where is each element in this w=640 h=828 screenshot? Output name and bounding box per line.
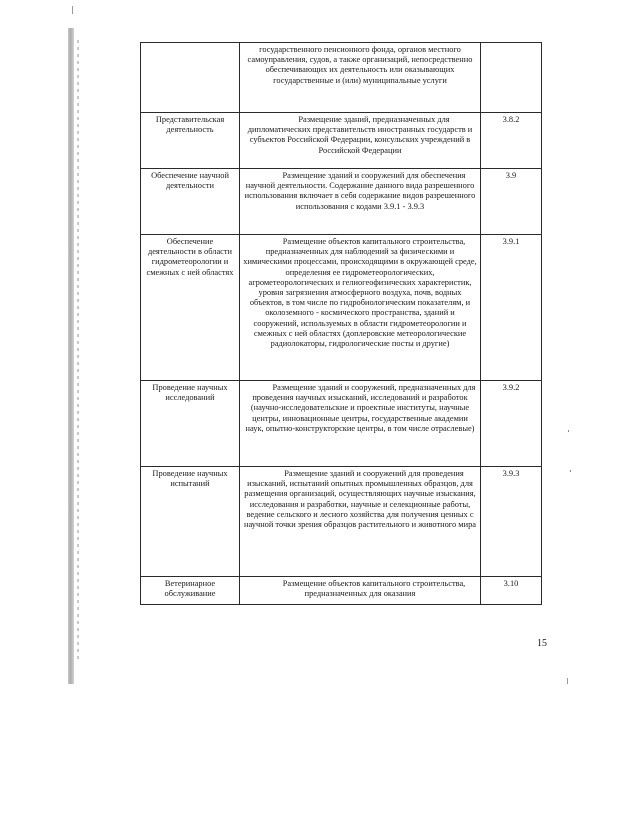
table-row	[141, 169, 542, 235]
use-description-cell	[240, 577, 481, 605]
use-code-cell: 3.9.2	[481, 381, 542, 467]
table-row	[141, 381, 542, 467]
use-description-cell	[240, 113, 481, 169]
use-description-cell	[240, 235, 481, 381]
table-row	[141, 43, 542, 113]
scan-binding-dash	[77, 40, 79, 660]
use-description-text: Размещение зданий и сооружений для обеспечения научной деятельности. Содержание данного вида разрешенного использования включает в себя содержание видов разрешенного использования с кодами 3.9.1 - 3.9.3	[244, 171, 476, 211]
use-name-cell: Представительская деятельность	[141, 113, 240, 169]
table-row	[141, 235, 542, 381]
table-row	[141, 467, 542, 577]
use-code-cell: 3.9	[481, 169, 542, 235]
scan-binding-edge	[68, 28, 74, 684]
use-description-text: Размещение зданий и сооружений для проведения изысканий, испытаний опытных промышленных образцов, для размещения организаций, осуществляющих научные изыскания, исследования и разработки, научные и селекционные работы, ведение сельского и лесного хозяйства для получения ценных с научной точки зрения образцов растительного и животного мира	[244, 469, 476, 530]
use-name-cell: Проведение научных исследований	[141, 381, 240, 467]
table-row	[141, 577, 542, 605]
page-number: 15	[537, 638, 547, 649]
use-description-cell	[240, 381, 481, 467]
use-code-cell: 3.8.2	[481, 113, 542, 169]
use-description-text: Размещение зданий и сооружений, предназначенных для проведения научных изысканий, исследований и разработок (научно-исследовательские и проектные институты, научные центры, инновационные центры, государственные академии наук, опытно-конструкторские центры, в том числе отраслевые)	[245, 383, 476, 433]
scan-speck	[568, 430, 569, 432]
use-description-text: Размещение объектов капитального строительства, предназначенных для наблюдений за физическими и химическими процессами, происходящими в окружающей среде, определения ее гидрометеорологических, агрометеорологических и гелиогеофизических характеристик, уровня загрязнения атмосферного воздуха, почв, водных объектов, в том числе по гидробиологическим показателям, и околоземного - космического пространства, зданий и сооружений, используемых в области гидрометеорологии и смежных с ней областях (доплеровские метеорологические радиолокаторы, гидрологические посты и другие)	[243, 237, 477, 349]
scan-mark-bottom	[567, 678, 568, 684]
land-use-table	[140, 42, 542, 605]
use-description-text: Размещение зданий, предназначенных для дипломатических представительств иностранных государств и субъектов Российской Федерации, консульских учреждений в Российской Федерации	[247, 115, 473, 155]
use-description-text: Размещение объектов капитального строительства, предназначенных для оказания	[282, 579, 466, 599]
use-description-cell	[240, 43, 481, 113]
use-name-cell: Обеспечение деятельности в области гидрометеорологии и смежных с ней областях	[141, 235, 240, 381]
use-name-cell	[141, 43, 240, 113]
use-code-cell: 3.9.3	[481, 467, 542, 577]
table-row	[141, 113, 542, 169]
use-description-cell	[240, 467, 481, 577]
use-name-cell: Ветеринарное обслуживание	[141, 577, 240, 605]
scan-mark-top	[72, 6, 73, 14]
scan-speck	[570, 470, 571, 472]
use-description-cell	[240, 169, 481, 235]
use-description-text: государственного пенсионного фонда, органов местного самоуправления, судов, а также организаций, непосредственно обеспечивающих их деятельность или оказывающих государственные и (или) муниципальные услуги	[247, 45, 473, 85]
use-name-cell: Проведение научных испытаний	[141, 467, 240, 577]
use-code-cell: 3.9.1	[481, 235, 542, 381]
use-code-cell: 3.10	[481, 577, 542, 605]
use-code-cell	[481, 43, 542, 113]
use-name-cell: Обеспечение научной деятельности	[141, 169, 240, 235]
